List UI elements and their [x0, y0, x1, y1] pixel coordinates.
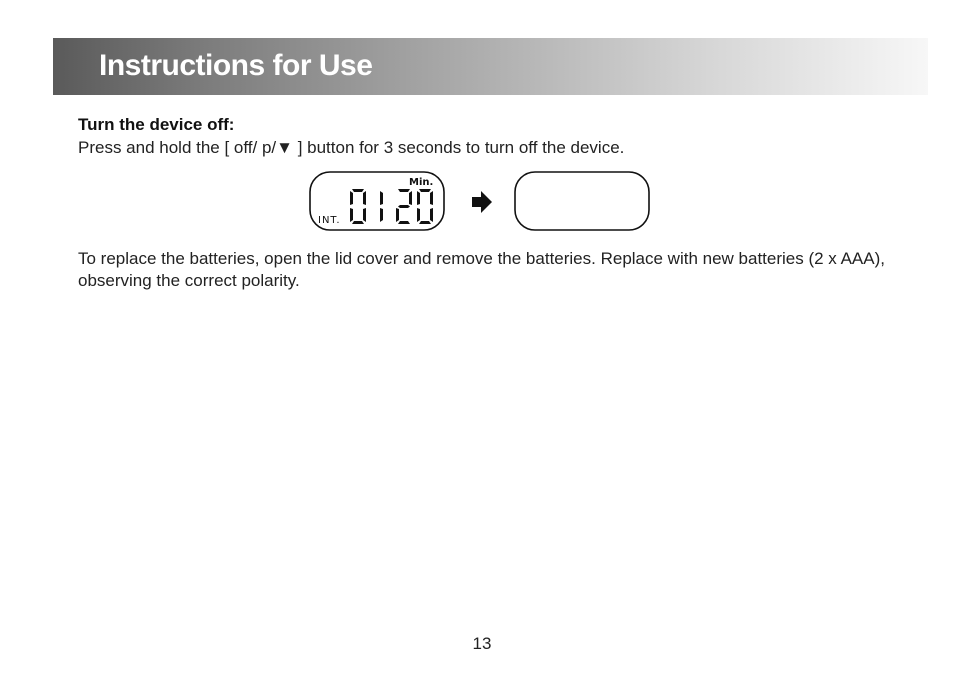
- right-arrow-icon: [472, 191, 492, 213]
- lcd-digit-2: [396, 189, 412, 224]
- lcd-mode-label: INT.: [318, 215, 341, 226]
- lcd-digit-0: [417, 189, 433, 224]
- lcd-unit-label: Min.: [409, 177, 434, 188]
- page-title: Instructions for Use: [99, 49, 373, 82]
- lcd-display-on: [310, 172, 444, 230]
- section-heading: Turn the device off:: [78, 115, 235, 134]
- battery-replacement-text: To replace the batteries, open the lid cover and remove the batteries. Replace with new batteries (2 x AAA), observing the correct polarity.: [78, 249, 885, 290]
- lcd-digit-1: [380, 191, 383, 222]
- lcd-display-off: [515, 172, 649, 230]
- lcd-digits: [350, 189, 433, 224]
- instruction-text: Press and hold the [ off/ p/▼ ] button for 3 seconds to turn off the device.: [78, 138, 625, 157]
- lcd-digit-0: [350, 189, 366, 224]
- lcd-figure: [306, 169, 654, 235]
- page-number: 13: [472, 634, 492, 653]
- section-header-bar: [53, 38, 928, 95]
